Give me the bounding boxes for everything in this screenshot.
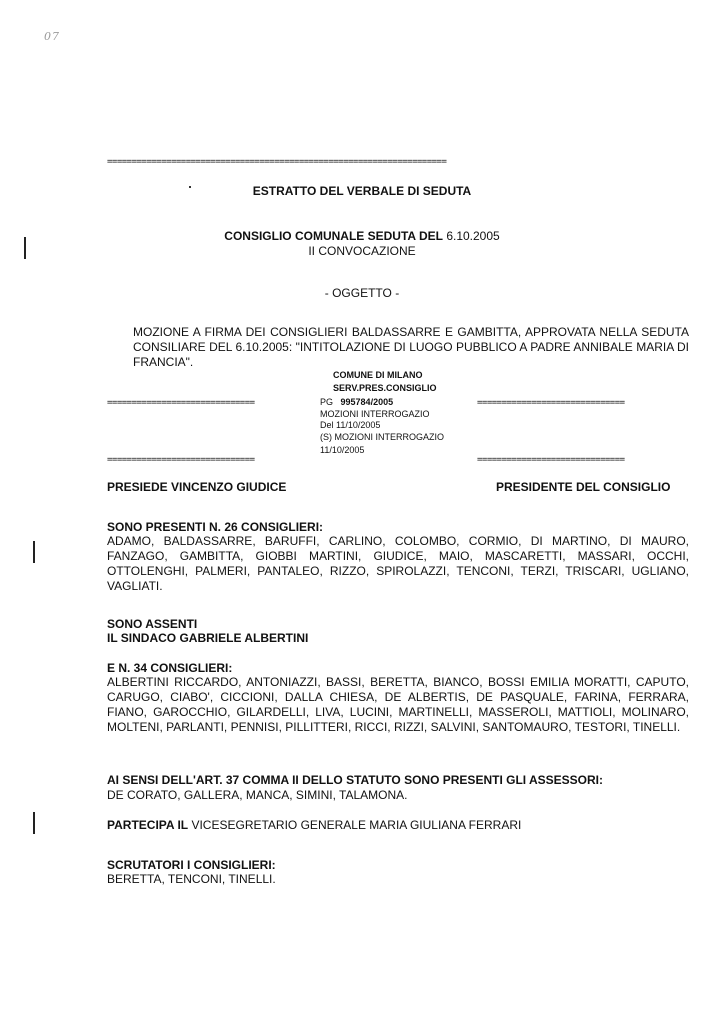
partecipa-line <box>107 818 521 832</box>
stamp-pg-number: 995784/2005 <box>340 397 394 407</box>
assessori-heading: AI SENSI DELL'ART. 37 COMMA II DELLO STATUTO SONO PRESENTI GLI ASSESSORI: <box>107 773 604 787</box>
margin-mark <box>33 812 35 834</box>
margin-mark <box>33 541 35 563</box>
stamp-separator-right-2: ============================== <box>477 455 625 465</box>
stamp-line-5: Del 11/10/2005 <box>320 420 381 430</box>
mozione-text: MOZIONE A FIRMA DEI CONSIGLIERI BALDASSARRE E GAMBITTA, APPROVATA NELLA SEDUTA CONSILIARE DEL 6.10.2005: "INTITOLAZIONE DI LUOGO PUBBLICO A PADRE ANNIBALE MARIA DI FRANCIA". <box>133 325 689 369</box>
stamp-line-4: MOZIONI INTERROGAZIO <box>320 409 430 419</box>
presenti-heading: SONO PRESENTI N. 26 CONSIGLIERI: <box>107 520 324 534</box>
stamp-line-7: 11/10/2005 <box>320 445 365 455</box>
top-separator: ===================================================================== <box>107 157 447 167</box>
presiede: PRESIEDE VINCENZO GIUDICE <box>107 480 287 494</box>
presidente: PRESIDENTE DEL CONSIGLIO <box>496 480 671 494</box>
stamp-line-6: (S) MOZIONI INTERROGAZIO <box>320 432 444 442</box>
sindaco-assente: IL SINDACO GABRIELE ALBERTINI <box>107 631 309 645</box>
convocazione: II CONVOCAZIONE <box>308 244 416 258</box>
assenti-heading: SONO ASSENTI <box>107 617 198 631</box>
seduta-line <box>0 229 724 243</box>
stamp-separator-right-1: ============================== <box>477 398 625 408</box>
stamp-separator-left-2: ============================== <box>107 455 255 465</box>
assessori-names: DE CORATO, GALLERA, MANCA, SIMINI, TALAMONA. <box>107 788 408 802</box>
assenti-consiglieri-heading: E N. 34 CONSIGLIERI: <box>107 661 233 675</box>
stamp-line-2: SERV.PRES.CONSIGLIO <box>333 383 437 393</box>
presenti-names: ADAMO, BALDASSARRE, BARUFFI, CARLINO, COLOMBO, CORMIO, DI MARTINO, DI MAURO, FANZAGO, GAMBITTA, GIOBBI MARTINI, GIUDICE, MAIO, MASCARETTI, MASSARI, OCCHI, OTTOLENGHI, PALMERI, PANTALEO, RIZZO, SPIROLAZZI, TENCONI, TERZI, TRISCARI, UGLIANO, VAGLIATI. <box>107 534 689 593</box>
scrutatori-heading: SCRUTATORI I CONSIGLIERI: <box>107 858 276 872</box>
stamp-line-1: COMUNE DI MILANO <box>333 370 423 380</box>
handwritten-note: 07 <box>44 30 60 43</box>
stamp-line-3 <box>320 397 393 408</box>
seduta-label: CONSIGLIO COMUNALE SEDUTA DEL <box>224 229 443 243</box>
assenti-names: ALBERTINI RICCARDO, ANTONIAZZI, BASSI, BERETTA, BIANCO, BOSSI EMILIA MORATTI, CAPUTO, CARUGO, CIABO', CICCIONI, DALLA CHIESA, DE ALBERTIS, DE PASQUALE, FARINA, FERRARA, FIANO, GAROCCHIO, GILARDELLI, LIVA, LUCINI, MARTINELLI, MASSEROLI, MATTIOLI, MOLINARO, MOLTENI, PARLANTI, PENNISI, PILLITTERI, RICCI, RIZZI, SALVINI, SANTOMAURO, TESTORI, TINELLI. <box>107 675 689 734</box>
seduta-date: 6.10.2005 <box>446 229 500 243</box>
document-title: ESTRATTO DEL VERBALE DI SEDUTA <box>252 184 472 198</box>
partecipa-label: PARTECIPA IL <box>107 818 189 832</box>
stamp-separator-left-1: ============================== <box>107 398 255 408</box>
stamp-pg-label: PG <box>320 397 334 407</box>
partecipa-text: VICESEGRETARIO GENERALE MARIA GIULIANA FERRARI <box>191 818 522 832</box>
scrutatori-names: BERETTA, TENCONI, TINELLI. <box>107 872 276 886</box>
oggetto-heading: - OGGETTO - <box>324 286 400 300</box>
